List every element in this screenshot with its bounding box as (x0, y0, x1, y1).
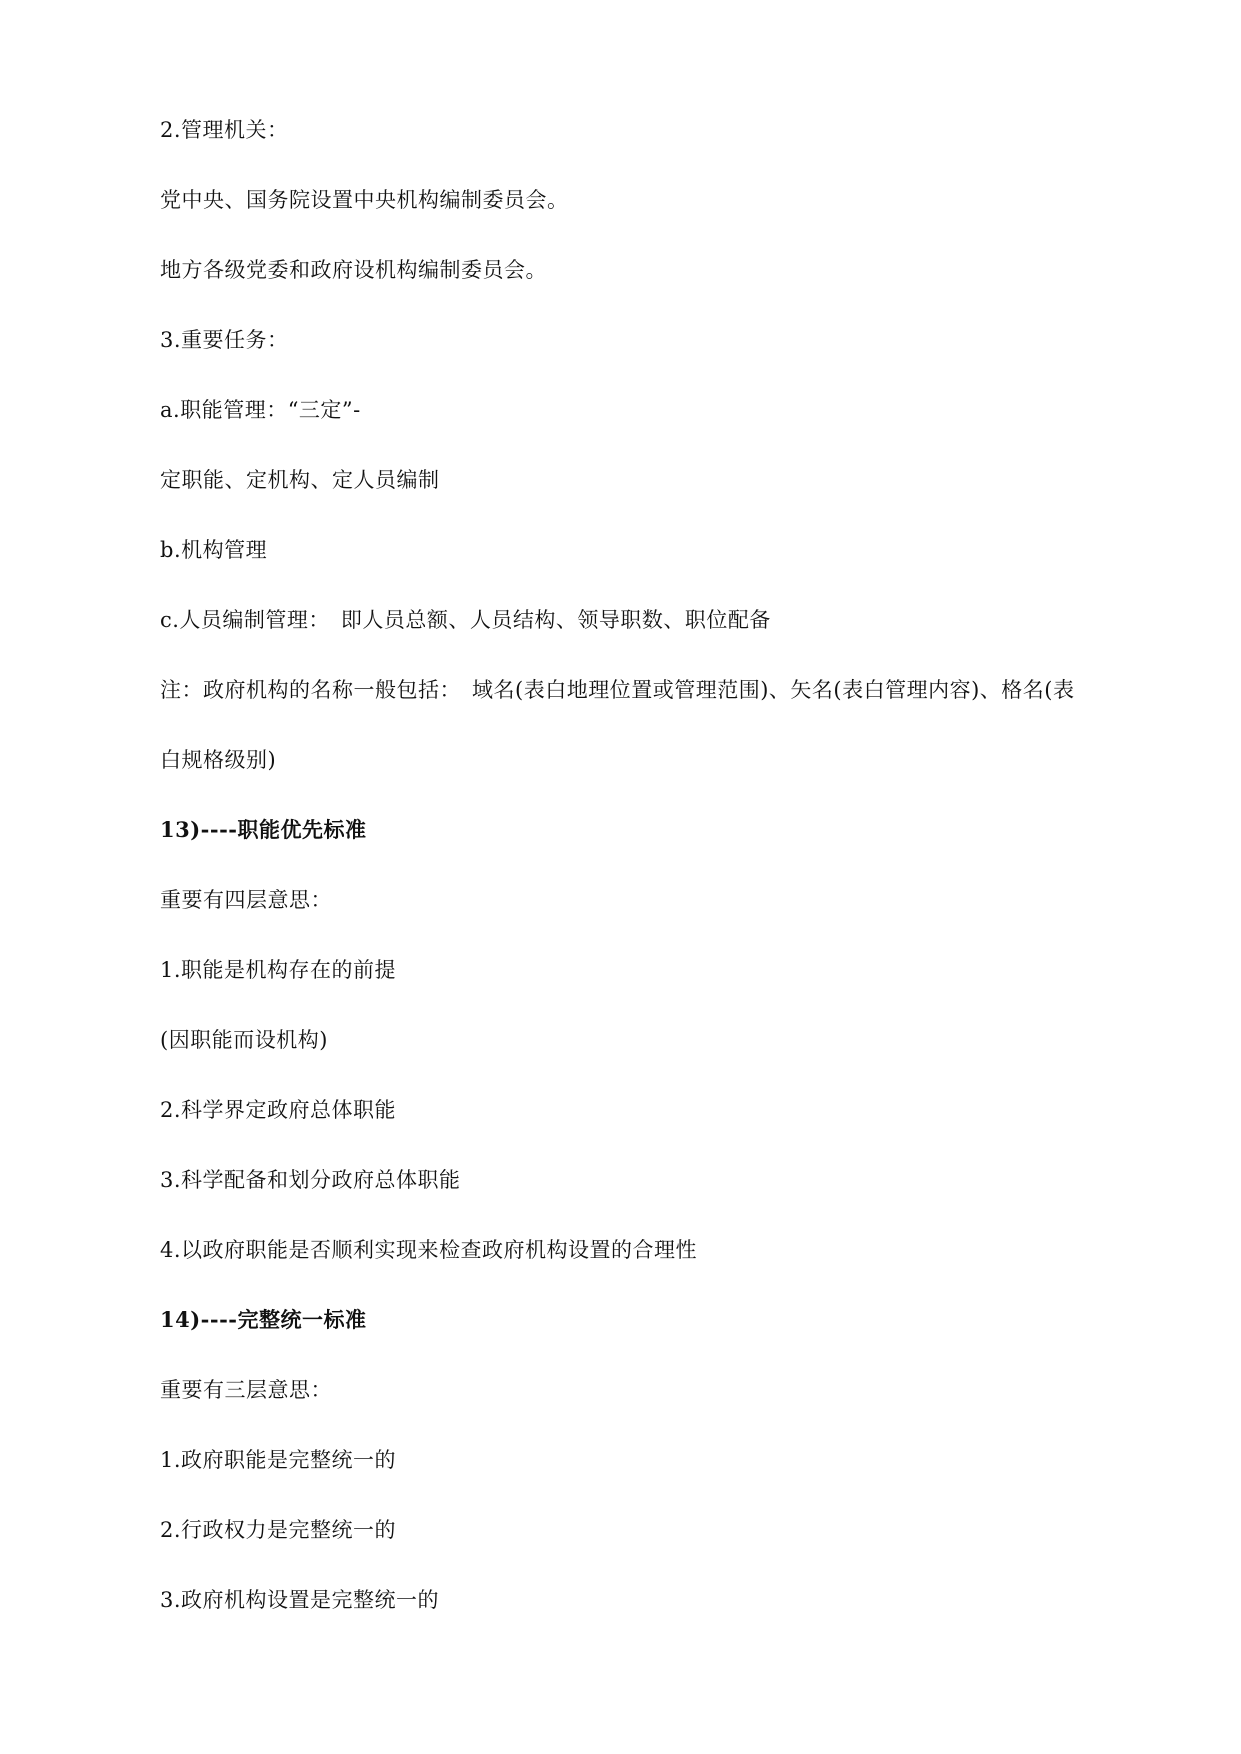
text-line: 1.职能是机构存在的前提 (160, 958, 397, 982)
text-line: 注：政府机构的名称一般包括： 域名(表白地理位置或管理范围)、矢名(表白管理内容)、格名(表 (160, 678, 1075, 702)
text-line: b.机构管理 (160, 538, 268, 562)
section-heading: 14)----完整统一标准 (160, 1307, 367, 1332)
text-line: (因职能而设机构) (160, 1028, 328, 1052)
text-line: 2.管理机关： (160, 118, 289, 142)
text-line: 重要有三层意思： (160, 1378, 332, 1402)
text-line: 3.科学配备和划分政府总体职能 (160, 1168, 461, 1192)
text-line: 地方各级党委和政府设机构编制委员会。 (160, 258, 547, 282)
text-line: a.职能管理：“三定”- (160, 398, 361, 422)
text-line: 党中央、国务院设置中央机构编制委员会。 (160, 188, 569, 212)
text-line: c.人员编制管理： 即人员总额、人员结构、领导职数、职位配备 (160, 608, 771, 632)
text-line: 2.行政权力是完整统一的 (160, 1518, 397, 1542)
text-line: 3.政府机构设置是完整统一的 (160, 1588, 440, 1612)
text-line: 定职能、定机构、定人员编制 (160, 468, 440, 492)
text-line: 1.政府职能是完整统一的 (160, 1448, 397, 1472)
text-line: 4.以政府职能是否顺利实现来检查政府机构设置的合理性 (160, 1238, 698, 1262)
text-line: 3.重要任务： (160, 328, 289, 352)
text-line: 重要有四层意思： (160, 888, 332, 912)
section-heading: 13)----职能优先标准 (160, 817, 367, 842)
text-line: 白规格级别) (160, 748, 277, 772)
text-line: 2.科学界定政府总体职能 (160, 1098, 397, 1122)
